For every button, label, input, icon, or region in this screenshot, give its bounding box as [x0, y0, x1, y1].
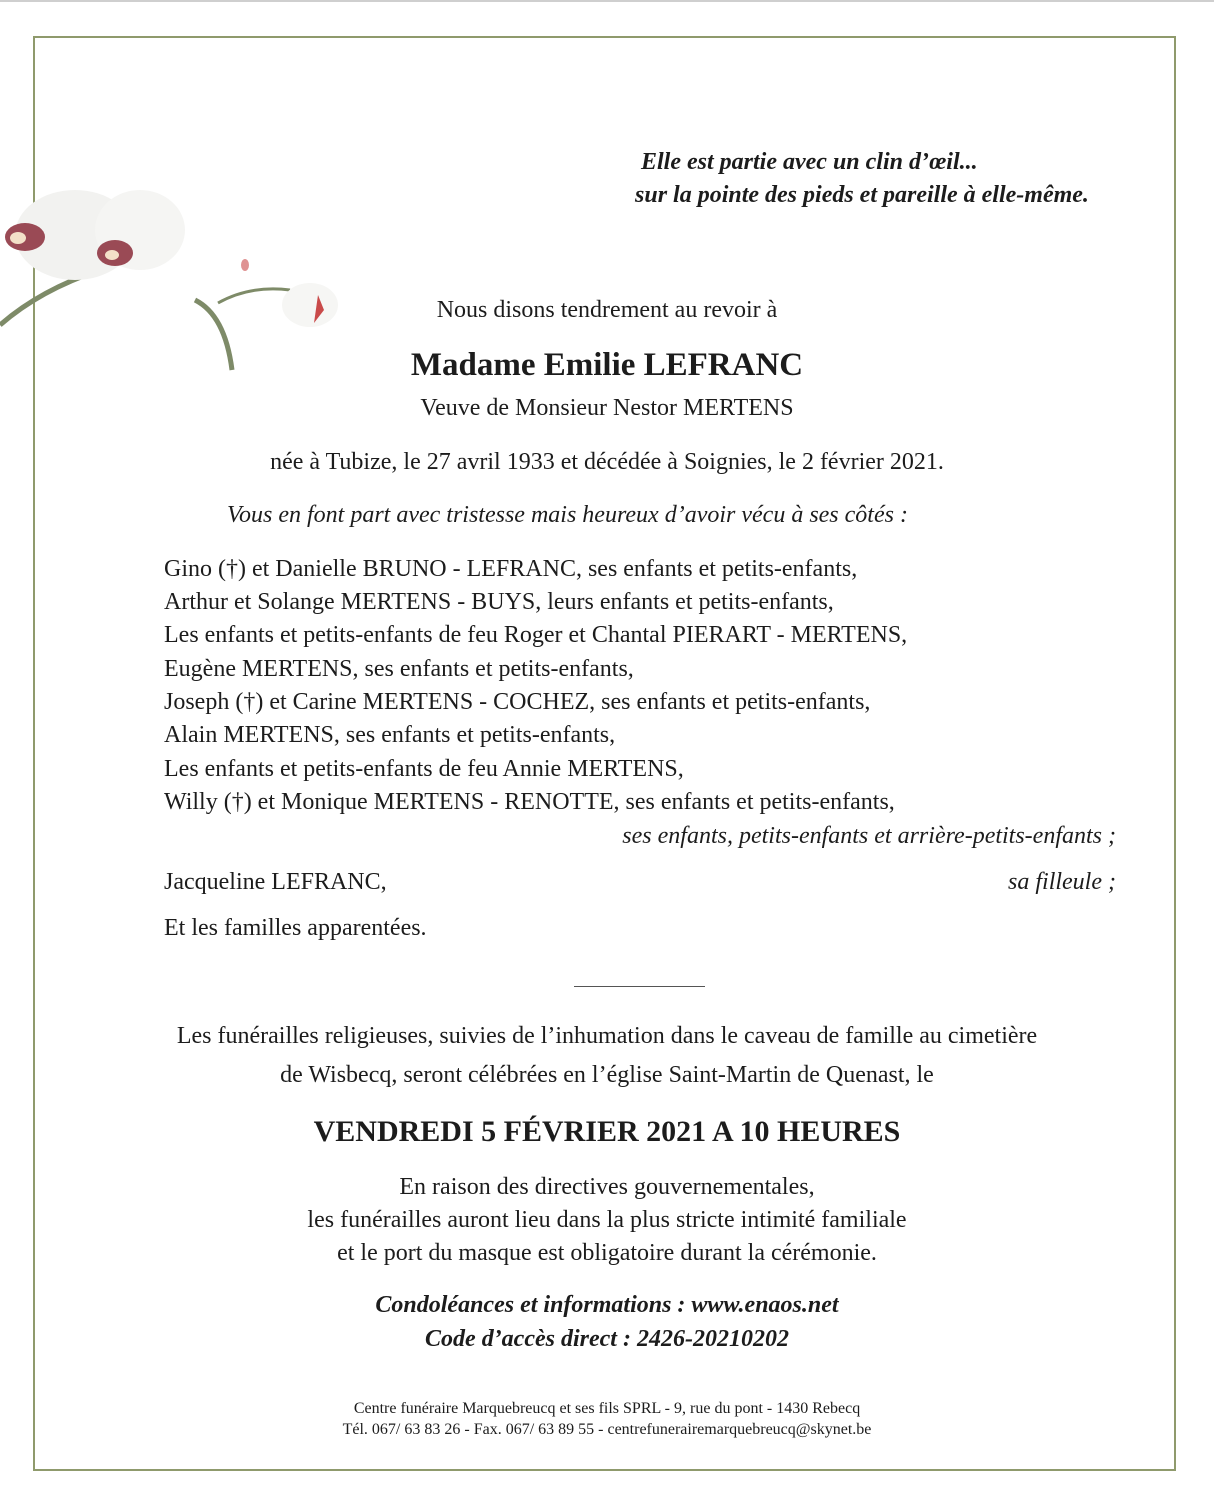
birth-death-dates: née à Tubize, le 27 avril 1933 et décédée à Soignies, le 2 février 2021.	[270, 449, 944, 475]
epigraph-line-1: Elle est partie avec un clin d’œil...	[641, 149, 978, 175]
covid-line-2: les funérailles auront lieu dans la plus stricte intimité familiale	[307, 1207, 907, 1233]
section-divider	[574, 986, 705, 987]
funeral-home-contact: Tél. 067/ 63 83 26 - Fax. 067/ 63 89 55 - centrefunerairemarquebreucq@skynet.be	[342, 1421, 872, 1438]
funeral-line-2: de Wisbecq, seront célébrées en l’église Saint-Martin de Quenast, le	[280, 1062, 934, 1088]
family-line: Arthur et Solange MERTENS - BUYS, leurs enfants et petits-enfants,	[164, 589, 834, 615]
goddaughter-name: Jacqueline LEFRANC,	[164, 869, 387, 895]
scan-edge	[0, 0, 1214, 2]
family-line: Gino (†) et Danielle BRUNO - LEFRANC, ses enfants et petits-enfants,	[164, 556, 858, 582]
family-line: Joseph (†) et Carine MERTENS - COCHEZ, ses enfants et petits-enfants,	[164, 689, 871, 715]
announcement-text: Vous en font part avec tristesse mais heureux d’avoir vécu à ses côtés :	[227, 502, 908, 528]
covid-line-1: En raison des directives gouvernementales,	[399, 1174, 815, 1200]
family-line: Les enfants et petits-enfants de feu Annie MERTENS,	[164, 756, 684, 782]
family-line: Les enfants et petits-enfants de feu Roger et Chantal PIERART - MERTENS,	[164, 622, 908, 648]
intro-text: Nous disons tendrement au revoir à	[436, 297, 778, 323]
covid-line-3: et le port du masque est obligatoire durant la cérémonie.	[337, 1240, 877, 1266]
family-line: Eugène MERTENS, ses enfants et petits-enfants,	[164, 656, 634, 682]
goddaughter-role: sa filleule ;	[1008, 869, 1116, 895]
family-group-role: ses enfants, petits-enfants et arrière-petits-enfants ;	[622, 823, 1116, 849]
funeral-line-1: Les funérailles religieuses, suivies de l’inhumation dans le caveau de famille au cimetière	[176, 1023, 1038, 1049]
related-families: Et les familles apparentées.	[164, 915, 427, 941]
funeral-home-address: Centre funéraire Marquebreucq et ses fils SPRL - 9, rue du pont - 1430 Rebecq	[353, 1400, 861, 1417]
funeral-date: VENDREDI 5 FÉVRIER 2021 A 10 HEURES	[313, 1115, 901, 1148]
epigraph-line-2: sur la pointe des pieds et pareille à elle-même.	[635, 182, 1089, 208]
family-line: Willy (†) et Monique MERTENS - RENOTTE, ses enfants et petits-enfants,	[164, 789, 895, 815]
family-line: Alain MERTENS, ses enfants et petits-enfants,	[164, 722, 616, 748]
spouse-line: Veuve de Monsieur Nestor MERTENS	[420, 395, 794, 421]
access-code-line: Code d’accès direct : 2426-20210202	[425, 1326, 789, 1352]
deceased-name: Madame Emilie LEFRANC	[410, 347, 804, 383]
condolences-line: Condoléances et informations : www.enaos.net	[375, 1292, 839, 1318]
